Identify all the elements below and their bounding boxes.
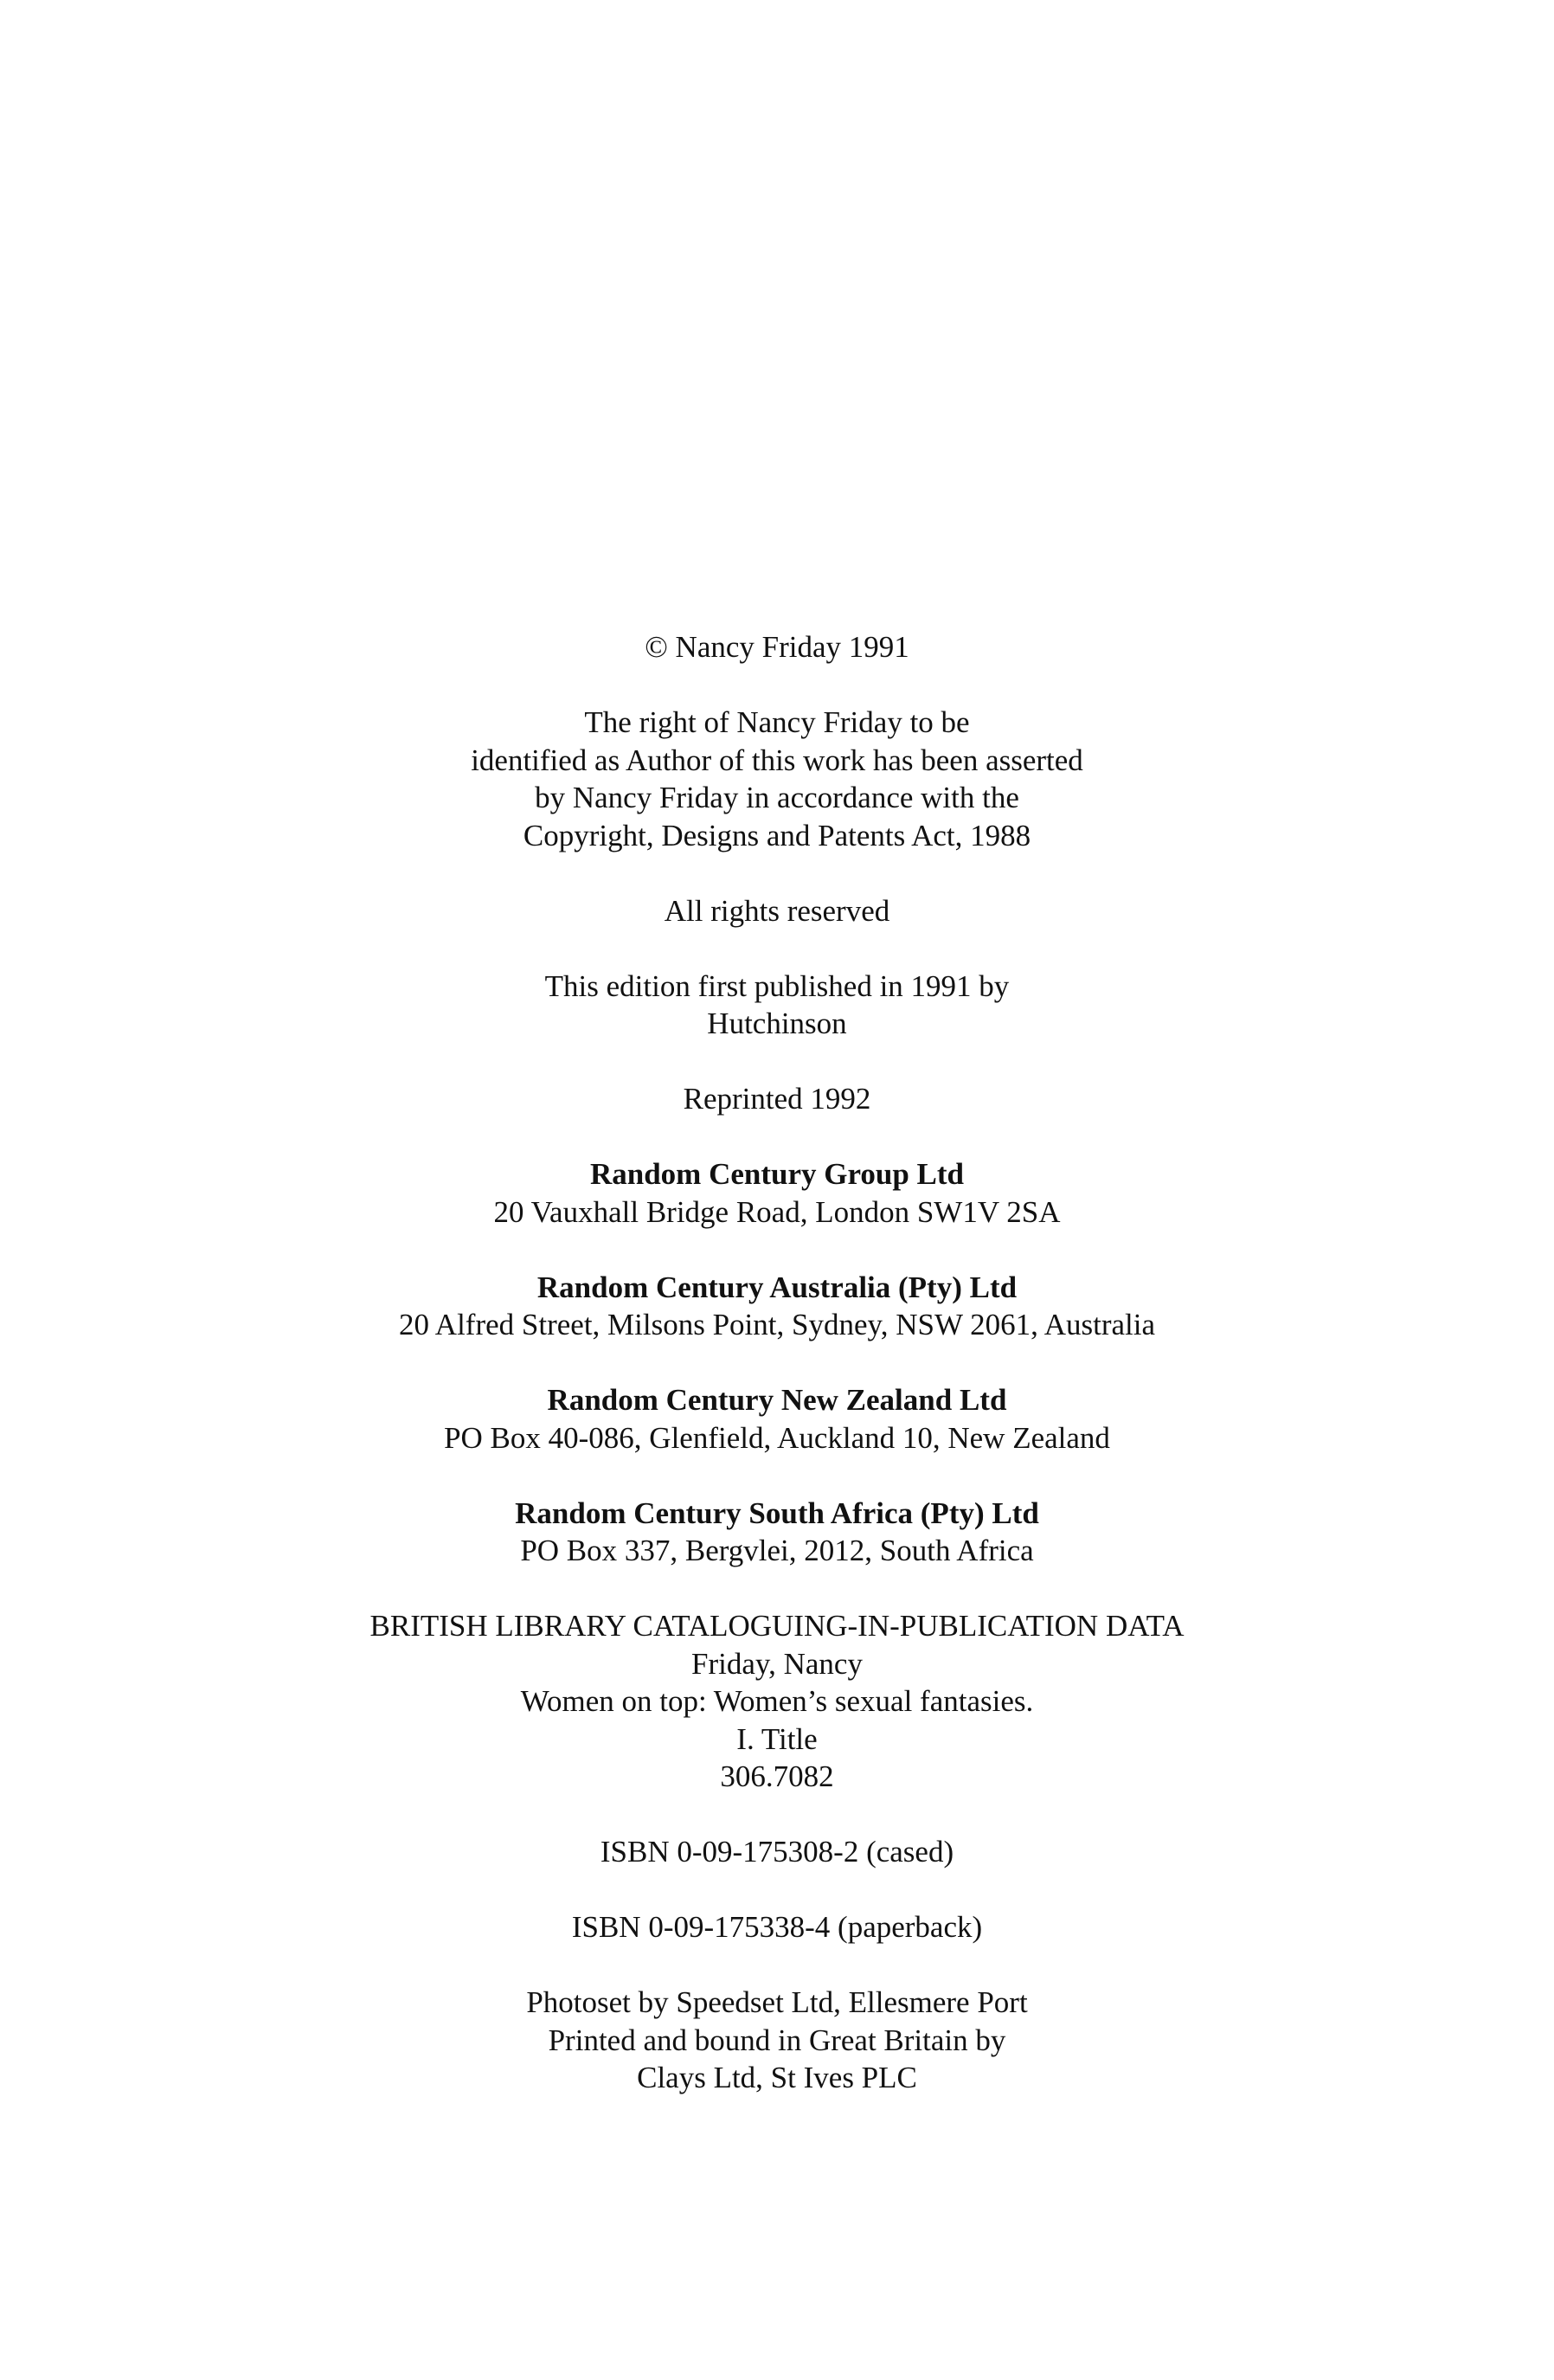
printing-line: Photoset by Speedset Ltd, Ellesmere Port bbox=[526, 1985, 1028, 2019]
printing-line: Clays Ltd, St Ives PLC bbox=[637, 2061, 917, 2094]
cip-data-block bbox=[0, 1607, 1554, 1796]
printing-block bbox=[0, 1984, 1554, 2097]
cip-author: Friday, Nancy bbox=[691, 1646, 863, 1681]
publisher-name: Random Century Australia (Pty) Ltd bbox=[536, 1270, 1018, 1304]
publisher-name: Random Century South Africa (Pty) Ltd bbox=[515, 1496, 1039, 1530]
edition-block bbox=[0, 968, 1554, 1043]
publisher-south-africa bbox=[0, 1495, 1554, 1570]
cip-entry: I. Title bbox=[736, 1721, 818, 1756]
reprint-block bbox=[0, 1080, 1554, 1118]
isbn-paperback-block bbox=[0, 1908, 1554, 1946]
moral-rights-line: The right of Nancy Friday to be bbox=[584, 705, 970, 739]
publisher-australia bbox=[0, 1269, 1554, 1344]
publisher-address: PO Box 40-086, Glenfield, Auckland 10, New Zealand bbox=[444, 1420, 1110, 1455]
publisher-uk bbox=[0, 1155, 1554, 1231]
isbn-cased-block bbox=[0, 1833, 1554, 1871]
imprint-block bbox=[0, 628, 1554, 2097]
copyright-notice-block bbox=[0, 628, 1554, 666]
publisher-name: Random Century New Zealand Ltd bbox=[547, 1383, 1007, 1417]
cip-title: Women on top: Women’s sexual fantasies. bbox=[520, 1684, 1034, 1718]
isbn-cased: ISBN 0-09-175308-2 (cased) bbox=[600, 1835, 954, 1869]
publisher-address: PO Box 337, Bergvlei, 2012, South Africa bbox=[520, 1534, 1034, 1567]
rights-reserved: All rights reserved bbox=[664, 893, 890, 928]
copyright-notice: © Nancy Friday 1991 bbox=[645, 630, 909, 664]
cip-classification: 306.7082 bbox=[720, 1759, 834, 1793]
moral-rights-block bbox=[0, 704, 1554, 854]
isbn-paperback: ISBN 0-09-175338-4 (paperback) bbox=[571, 1910, 983, 1944]
reprint-line: Reprinted 1992 bbox=[683, 1082, 871, 1116]
edition-publisher: Hutchinson bbox=[707, 1007, 847, 1040]
publisher-address: 20 Alfred Street, Milsons Point, Sydney, NSW 2061, Australia bbox=[398, 1308, 1155, 1341]
edition-line: This edition first published in 1991 by bbox=[544, 968, 1010, 1003]
publisher-address: 20 Vauxhall Bridge Road, London SW1V 2SA bbox=[493, 1194, 1061, 1229]
moral-rights-line: by Nancy Friday in accordance with the bbox=[535, 781, 1019, 814]
rights-reserved-block bbox=[0, 892, 1554, 930]
publisher-name: Random Century Group Ltd bbox=[589, 1157, 965, 1191]
moral-rights-line: Copyright, Designs and Patents Act, 1988 bbox=[523, 818, 1031, 852]
cip-heading: BRITISH LIBRARY CATALOGUING-IN-PUBLICATION DATA bbox=[369, 1609, 1185, 1643]
moral-rights-line: identified as Author of this work has been asserted bbox=[471, 743, 1083, 777]
publisher-new-zealand bbox=[0, 1381, 1554, 1457]
printing-line: Printed and bound in Great Britain by bbox=[548, 2023, 1006, 2057]
